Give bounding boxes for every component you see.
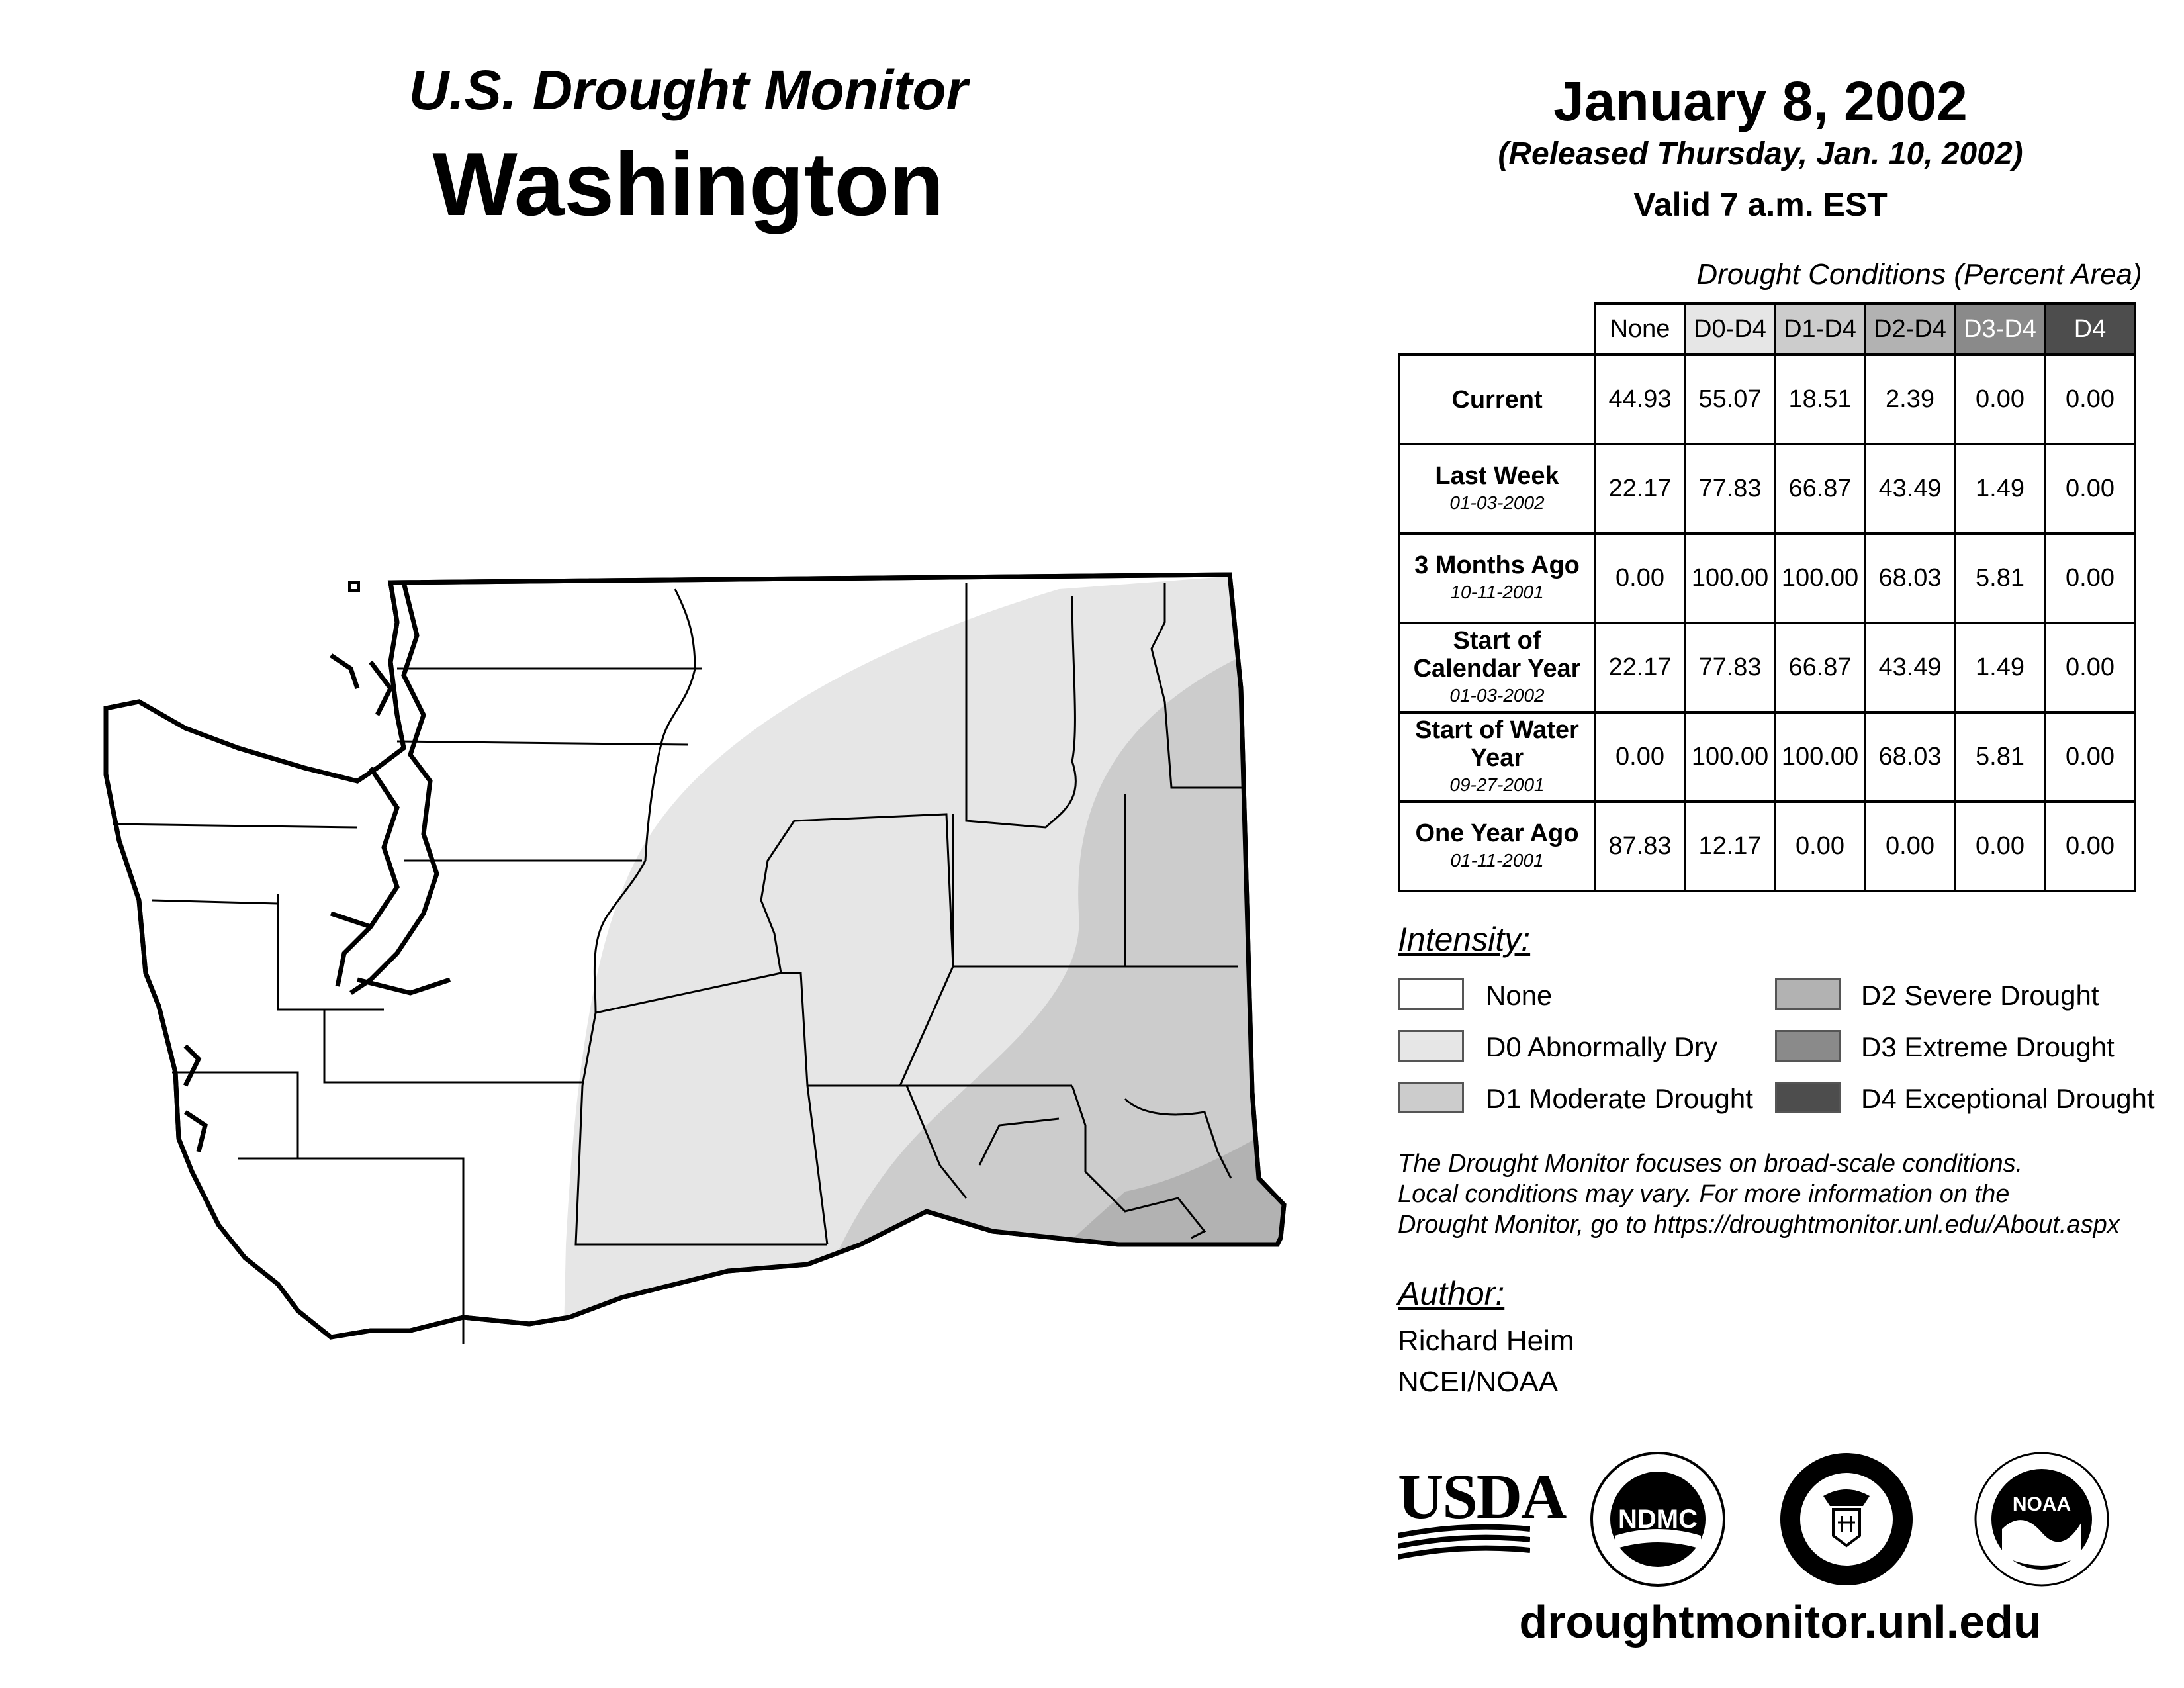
- row-label-text: Start of Water Year: [1415, 716, 1579, 772]
- table-corner: [1399, 303, 1595, 355]
- col-header: D2-D4: [1865, 303, 1955, 355]
- small-island: [349, 583, 359, 590]
- row-label-text: 3 Months Ago: [1414, 551, 1580, 579]
- author-org: NCEI/NOAA: [1398, 1366, 1559, 1398]
- table-cell: 0.00: [1865, 802, 1955, 891]
- release-date: (Released Thursday, Jan. 10, 2002): [1498, 136, 2023, 171]
- legend-label: D3 Extreme Drought: [1861, 1031, 2115, 1062]
- legend-label: D0 Abnormally Dry: [1486, 1031, 1718, 1062]
- table-cell: 0.00: [2045, 534, 2135, 623]
- table-cell: 43.49: [1865, 444, 1955, 534]
- col-header: D4: [2045, 303, 2135, 355]
- noaa-text: NOAA: [2012, 1493, 2071, 1515]
- col-header: D3-D4: [1955, 303, 2045, 355]
- map-date: January 8, 2002: [1553, 70, 1968, 132]
- table-row: [1399, 712, 2135, 802]
- note-line: The Drought Monitor focuses on broad-scale conditions.: [1398, 1150, 2023, 1178]
- table-cell: 100.00: [1775, 534, 1865, 623]
- note-line: Local conditions may vary. For more information on the: [1398, 1180, 2010, 1208]
- table-cell: 0.00: [1595, 534, 1685, 623]
- legend-swatch-none: [1398, 978, 1464, 1010]
- author-heading: Author:: [1398, 1275, 1505, 1312]
- row-label: [1399, 444, 1595, 534]
- legend-title: Intensity:: [1398, 921, 1531, 958]
- table-cell: 0.00: [2045, 712, 2135, 802]
- table-cell: 0.00: [2045, 444, 2135, 534]
- ndmc-text: NDMC: [1618, 1505, 1698, 1534]
- table-row: [1399, 802, 2135, 891]
- row-label-text: Current: [1451, 385, 1543, 414]
- table-cell: 1.49: [1955, 444, 2045, 534]
- table-cell: 77.83: [1685, 623, 1775, 712]
- table-cell: 0.00: [1955, 355, 2045, 444]
- table-header-row: [1399, 303, 2135, 355]
- table-cell: 43.49: [1865, 623, 1955, 712]
- drought-table: [1398, 302, 2136, 892]
- author-name: Richard Heim: [1398, 1325, 1574, 1357]
- row-date: 01-03-2002: [1449, 492, 1545, 513]
- row-date: 01-03-2002: [1449, 684, 1545, 706]
- table-cell: 22.17: [1595, 444, 1685, 534]
- table-cell: 66.87: [1775, 623, 1865, 712]
- table-cell: 0.00: [1775, 802, 1865, 891]
- legend-swatch-d0: [1398, 1030, 1464, 1062]
- website-url[interactable]: droughtmonitor.unl.edu: [1519, 1596, 2042, 1648]
- col-header: None: [1595, 303, 1685, 355]
- table-cell: 18.51: [1775, 355, 1865, 444]
- legend-swatch-d2: [1775, 978, 1841, 1010]
- table-cell: 0.00: [2045, 802, 2135, 891]
- legend-label: D2 Severe Drought: [1861, 980, 2099, 1011]
- row-label-text: Start of Calendar Year: [1413, 626, 1581, 682]
- table-cell: 2.39: [1865, 355, 1955, 444]
- table-cell: 68.03: [1865, 712, 1955, 802]
- commerce-seal-logo: [1777, 1450, 1916, 1589]
- col-header: D1-D4: [1775, 303, 1865, 355]
- usda-logo: USDA: [1398, 1461, 1566, 1532]
- product-title: U.S. Drought Monitor: [408, 59, 968, 121]
- row-label: [1399, 355, 1595, 444]
- table-cell: 0.00: [1595, 712, 1685, 802]
- table-cell: 5.81: [1955, 712, 2045, 802]
- table-cell: 1.49: [1955, 623, 2045, 712]
- col-header: D0-D4: [1685, 303, 1775, 355]
- legend-label: D1 Moderate Drought: [1486, 1083, 1753, 1114]
- table-row: [1399, 623, 2135, 712]
- valid-time: Valid 7 a.m. EST: [1633, 186, 1888, 223]
- legend-label: D4 Exceptional Drought: [1861, 1083, 2155, 1114]
- author-block: [1398, 1321, 1574, 1403]
- table-cell: 22.17: [1595, 623, 1685, 712]
- table-row: [1399, 444, 2135, 534]
- table-cell: 66.87: [1775, 444, 1865, 534]
- table-cell: 100.00: [1685, 534, 1775, 623]
- table-cell: 55.07: [1685, 355, 1775, 444]
- legend-swatch-d1: [1398, 1082, 1464, 1113]
- table-cell: 12.17: [1685, 802, 1775, 891]
- row-label-text: Last Week: [1435, 461, 1559, 490]
- row-label: [1399, 712, 1595, 802]
- row-label: [1399, 623, 1595, 712]
- table-cell: 100.00: [1775, 712, 1865, 802]
- state-title: Washington: [432, 134, 944, 234]
- usda-hills-icon: [1398, 1523, 1530, 1562]
- noaa-logo: [1972, 1450, 2111, 1589]
- table-cell: 100.00: [1685, 712, 1775, 802]
- note-line: Drought Monitor, go to https://droughtmonitor.unl.edu/About.aspx: [1398, 1211, 2120, 1239]
- table-cell: 44.93: [1595, 355, 1685, 444]
- table-cell: 87.83: [1595, 802, 1685, 891]
- legend-swatch-d3: [1775, 1030, 1841, 1062]
- row-label-text: One Year Ago: [1415, 819, 1579, 847]
- ndmc-logo: [1588, 1450, 1727, 1589]
- row-date: 10-11-2001: [1450, 581, 1544, 602]
- row-label: [1399, 534, 1595, 623]
- table-cell: 5.81: [1955, 534, 2045, 623]
- row-date: 01-11-2001: [1450, 849, 1544, 870]
- table-cell: 0.00: [2045, 355, 2135, 444]
- table-row: [1399, 534, 2135, 623]
- table-cell: 0.00: [1955, 802, 2045, 891]
- legend-label: None: [1486, 980, 1553, 1011]
- disclaimer-note: [1398, 1149, 2179, 1240]
- legend-swatch-d4: [1775, 1082, 1841, 1113]
- table-cell: 77.83: [1685, 444, 1775, 534]
- table-row: [1399, 355, 2135, 444]
- row-label: [1399, 802, 1595, 891]
- table-cell: 0.00: [2045, 623, 2135, 712]
- row-date: 09-27-2001: [1449, 774, 1545, 795]
- table-caption: Drought Conditions (Percent Area): [1696, 258, 2142, 291]
- table-cell: 68.03: [1865, 534, 1955, 623]
